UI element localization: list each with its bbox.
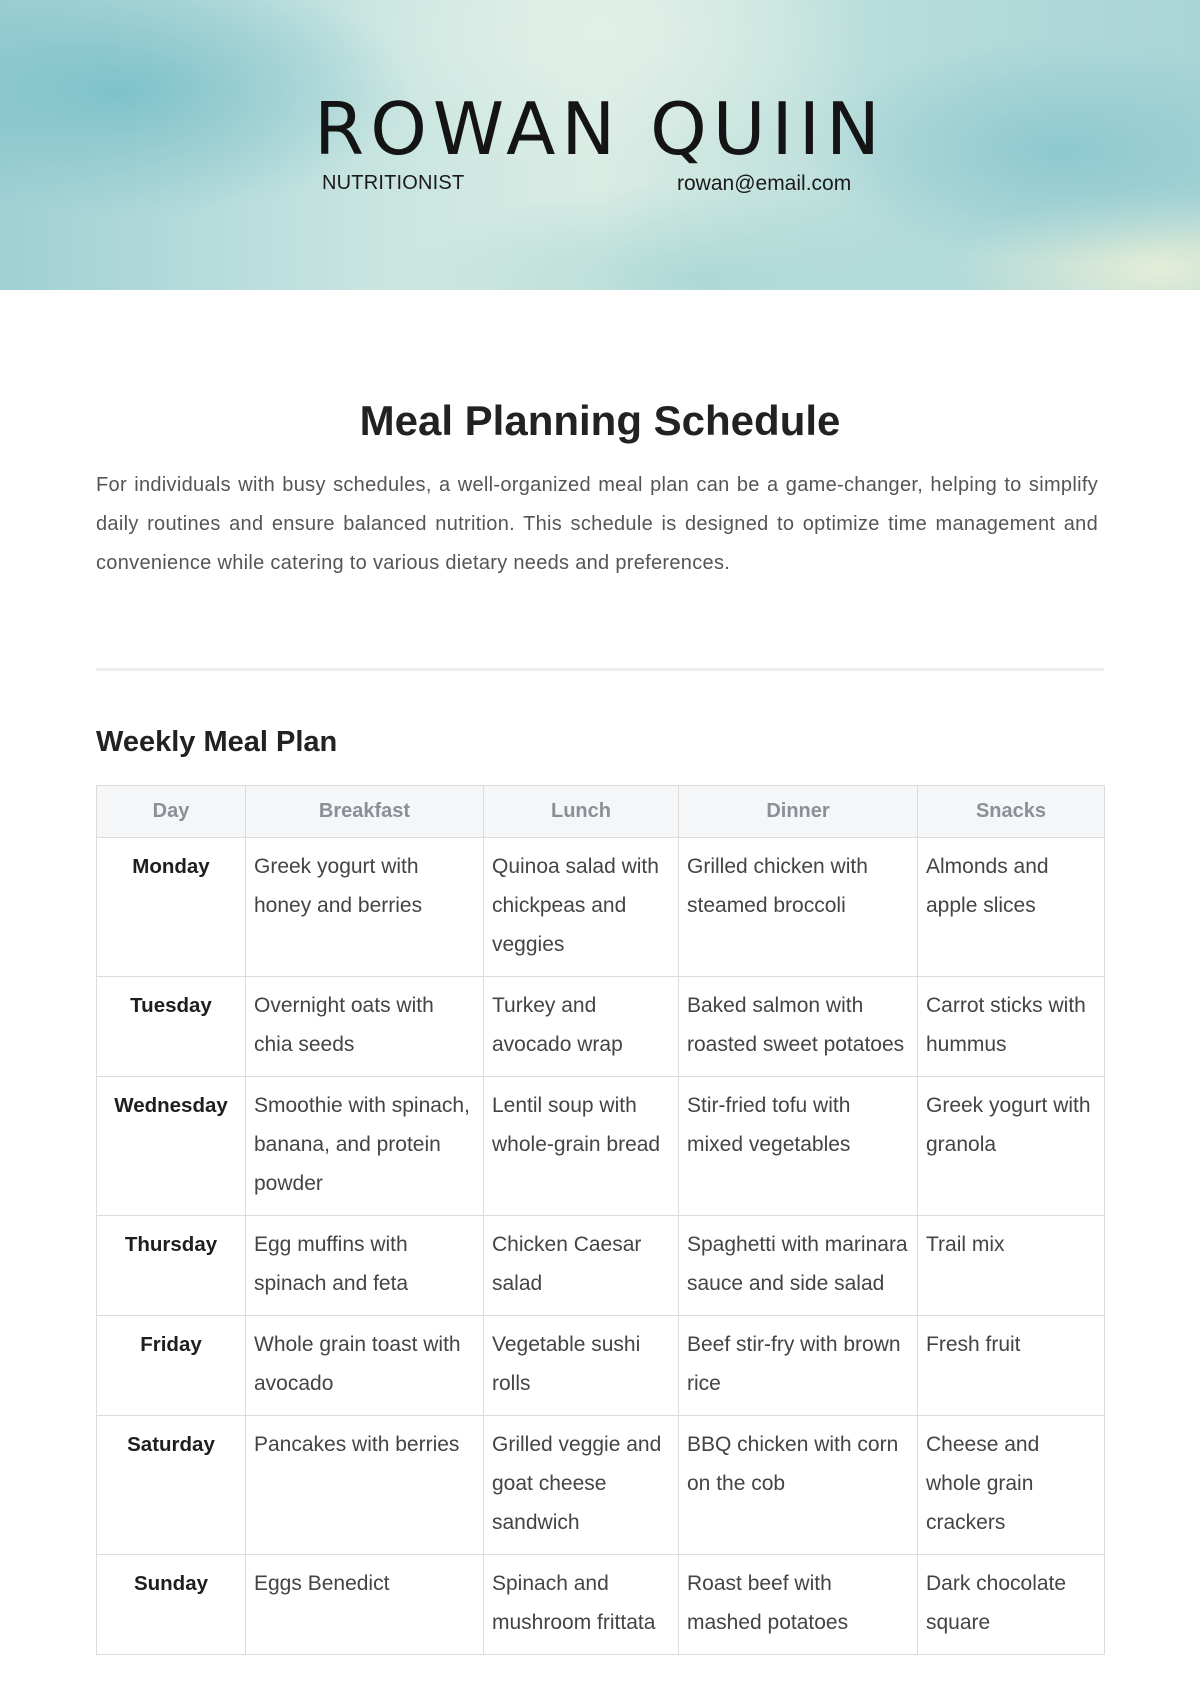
snacks-cell: Dark chocolate square <box>918 1555 1105 1655</box>
lunch-cell: Spinach and mushroom frittata <box>484 1555 679 1655</box>
table-row <box>97 1416 1105 1555</box>
dinner-cell: Roast beef with mashed potatoes <box>679 1555 918 1655</box>
breakfast-cell: Whole grain toast with avocado <box>246 1316 484 1416</box>
lunch-cell: Grilled veggie and goat cheese sandwich <box>484 1416 679 1555</box>
column-header-dinner: Dinner <box>679 786 918 838</box>
table-header-row <box>97 786 1105 838</box>
day-cell: Wednesday <box>97 1077 246 1216</box>
lunch-cell: Turkey and avocado wrap <box>484 977 679 1077</box>
column-header-snacks: Snacks <box>918 786 1105 838</box>
author-email: rowan@email.com <box>677 172 852 195</box>
day-cell: Thursday <box>97 1216 246 1316</box>
table-row <box>97 1216 1105 1316</box>
table-row <box>97 1316 1105 1416</box>
author-name: ROWAN QUIIN <box>314 87 886 171</box>
breakfast-cell: Smoothie with spinach, banana, and protein powder <box>246 1077 484 1216</box>
intro-paragraph: For individuals with busy schedules, a well-organized meal plan can be a game-changer, helping to simplify daily routines and ensure balanced nutrition. This schedule is designed to optimize time management and convenience while catering to various dietary needs and preferences. <box>96 474 1098 574</box>
section-divider <box>96 668 1104 671</box>
table-row <box>97 1555 1105 1655</box>
breakfast-cell: Egg muffins with spinach and feta <box>246 1216 484 1316</box>
dinner-cell: Stir-fried tofu with mixed vegetables <box>679 1077 918 1216</box>
breakfast-cell: Eggs Benedict <box>246 1555 484 1655</box>
section-title-weekly-meal-plan: Weekly Meal Plan <box>96 726 338 758</box>
snacks-cell: Greek yogurt with granola <box>918 1077 1105 1216</box>
breakfast-cell: Greek yogurt with honey and berries <box>246 838 484 977</box>
table-row <box>97 977 1105 1077</box>
page-title: Meal Planning Schedule <box>359 397 841 444</box>
dinner-cell: Beef stir-fry with brown rice <box>679 1316 918 1416</box>
column-header-lunch: Lunch <box>484 786 679 838</box>
snacks-cell: Trail mix <box>918 1216 1105 1316</box>
dinner-cell: Spaghetti with marinara sauce and side salad <box>679 1216 918 1316</box>
snacks-cell: Fresh fruit <box>918 1316 1105 1416</box>
day-cell: Friday <box>97 1316 246 1416</box>
lunch-cell: Lentil soup with whole-grain bread <box>484 1077 679 1216</box>
column-header-day: Day <box>97 786 246 838</box>
day-cell: Tuesday <box>97 977 246 1077</box>
dinner-cell: Baked salmon with roasted sweet potatoes <box>679 977 918 1077</box>
dinner-cell: Grilled chicken with steamed broccoli <box>679 838 918 977</box>
column-header-breakfast: Breakfast <box>246 786 484 838</box>
snacks-cell: Carrot sticks with hummus <box>918 977 1105 1077</box>
meal-plan-table <box>96 785 1105 1655</box>
breakfast-cell: Overnight oats with chia seeds <box>246 977 484 1077</box>
day-cell: Monday <box>97 838 246 977</box>
lunch-cell: Chicken Caesar salad <box>484 1216 679 1316</box>
snacks-cell: Cheese and whole grain crackers <box>918 1416 1105 1555</box>
day-cell: Sunday <box>97 1555 246 1655</box>
snacks-cell: Almonds and apple slices <box>918 838 1105 977</box>
header-banner <box>0 0 1200 290</box>
lunch-cell: Quinoa salad with chickpeas and veggies <box>484 838 679 977</box>
lunch-cell: Vegetable sushi rolls <box>484 1316 679 1416</box>
table-row <box>97 838 1105 977</box>
author-role: NUTRITIONIST <box>322 172 465 194</box>
dinner-cell: BBQ chicken with corn on the cob <box>679 1416 918 1555</box>
day-cell: Saturday <box>97 1416 246 1555</box>
table-row <box>97 1077 1105 1216</box>
breakfast-cell: Pancakes with berries <box>246 1416 484 1555</box>
